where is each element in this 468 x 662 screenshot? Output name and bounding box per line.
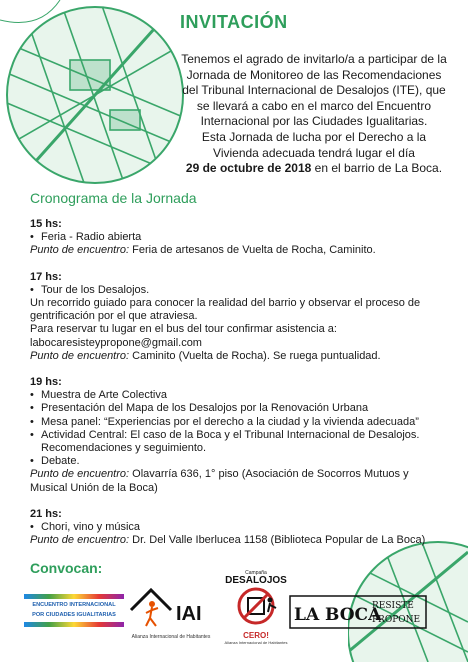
list-item: • Presentación del Mapa de los Desalojos por la Renovación Urbana [30,402,369,415]
intro-line: Tenemos el agrado de invitarlo/a a participar de la [181,52,447,66]
description-line: Un recorrido guiado para conocer la realidad del barrio y observar el proceso de [30,297,421,310]
schedule [30,218,450,560]
description-line: gentrificación por el que atraviesa. [30,310,198,323]
meeting-point: Punto de encuentro: Caminito (Vuelta de Rocha). Se ruega puntualidad. [30,349,381,362]
schedule-block [30,271,450,363]
intro-line: del Tribunal Internacional de Desalojos (ITE), que [182,83,446,98]
map-illustration-top [0,0,190,200]
intro-line: Vivienda adecuada tendrá lugar el día [213,145,415,160]
schedule-hour: 19 hs: [30,376,62,389]
svg-text:PROPONE: PROPONE [372,615,421,625]
list-item: • Muestra de Arte Colectiva [30,389,167,402]
list-item-continuation: Recomendaciones y seguimiento. [41,442,207,455]
intro-line: Jornada de Monitoreo de las Recomendaciones [186,67,442,82]
meeting-point: Punto de encuentro: Dr. Del Valle Iberlucea 1158 (Biblioteca Popular de La Boca) [30,534,426,547]
house-figure-icon [126,582,216,632]
event-date: 29 de octubre de 2018 [185,161,312,176]
list-item: • Tour de los Desalojos. [30,283,150,296]
schedule-hour: 15 hs: [30,218,62,230]
organizer-logos [24,570,444,650]
logo-alianza-habitantes: IAI Alianza Internacional de Habitantes [126,582,216,642]
intro-line [164,161,464,177]
no-eviction-icon [224,586,288,626]
intro-line: Internacional por las Ciudades Igualitarias. [200,114,428,129]
list-item: • Chori, vino y música [30,521,141,534]
schedule-heading: Cronograma de la Jornada [30,190,197,206]
page-title: INVITACIÓN [180,12,288,32]
contact-email[interactable]: labocaresisteypropone@gmail.com [30,336,202,349]
svg-text:LA BOCA: LA BOCA [294,605,382,625]
intro-paragraph [164,52,464,177]
schedule-hour: 17 hs: [30,270,62,283]
description-line: Para reservar tu lugar en el bus del tour confirmar asistencia a: [30,323,337,336]
intro-line: se llevará a cabo en el marco del Encuentro [196,98,432,113]
svg-text:RESISTE: RESISTE [372,601,414,611]
schedule-block [30,508,450,548]
list-item: • Debate. [30,455,80,468]
meeting-point: Punto de encuentro: Feria de artesanos de Vuelta de Rocha, Caminito. [30,244,376,257]
svg-text:IAI: IAI [176,603,202,625]
meeting-point-continuation: Musical Unión de la Boca) [30,481,158,494]
logo-encuentro-internacional: ENCUENTRO INTERNACIONAL POR CIUDADES IGUALITARIAS [24,594,124,632]
list-item: • Mesa panel: “Experiencias por el derecho a la ciudad y la vivienda adecuada” [30,415,419,428]
list-item: • Feria - Radio abierta [30,231,142,244]
logo-desalojos-cero: Campaña DESALOJOS CERO! Alianza Internacional de Habitantes [224,570,288,645]
meeting-point: Punto de encuentro: Olavarría 636, 1° piso (Asociación de Socorros Mutuos y [30,468,409,481]
list-item: • Actividad Central: El caso de la Boca y el Tribunal Internacional de Desalojos. [30,428,420,441]
logo-la-boca-resiste [288,590,428,634]
schedule-hour: 21 hs: [30,507,62,520]
schedule-block [30,218,450,258]
organizers-heading: Convocan: [30,560,103,576]
intro-line-rest: en el barrio de La Boca. [311,161,443,176]
schedule-block [30,376,450,495]
intro-line: Esta Jornada de lucha por el Derecho a la [201,129,427,144]
